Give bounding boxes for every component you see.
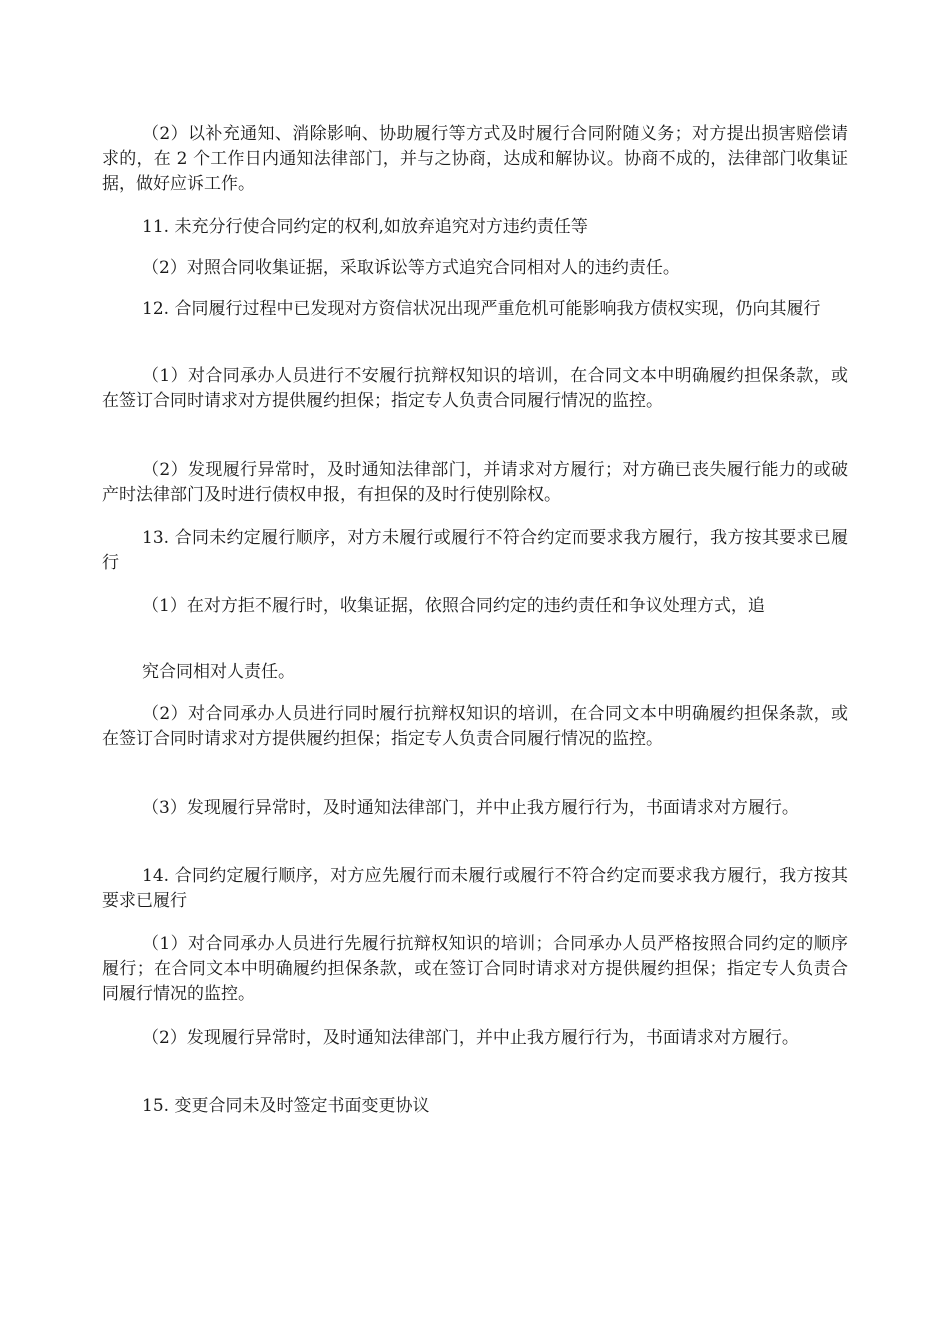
paragraph-item-14-1: （1）对合同承办人员进行先履行抗辩权知识的培训；合同承办人员严格按照合同约定的顺序履行；在合同文本中明确履约担保条款，或在签订合同时请求对方提供履约担保；指定专人负责合同履行情况的监控。 <box>102 934 848 1004</box>
paragraph-item-13-1-continued: 究合同相对人责任。 <box>142 662 295 682</box>
paragraph-heading-15: 15. 变更合同未及时签定书面变更协议 <box>142 1096 430 1116</box>
paragraph-item-14-2: （2）发现履行异常时，及时通知法律部门，并中止我方履行行为，书面请求对方履行。 <box>142 1028 799 1048</box>
paragraph-item-13-3: （3）发现履行异常时，及时通知法律部门，并中止我方履行行为，书面请求对方履行。 <box>142 798 799 818</box>
paragraph-item-13-2: （2）对合同承办人员进行同时履行抗辩权知识的培训，在合同文本中明确履约担保条款，或在签订合同时请求对方提供履约担保；指定专人负责合同履行情况的监控。 <box>102 704 848 749</box>
paragraph-item-12-1: （1）对合同承办人员进行不安履行抗辩权知识的培训，在合同文本中明确履约担保条款，或在签订合同时请求对方提供履约担保；指定专人负责合同履行情况的监控。 <box>102 366 848 411</box>
paragraph-heading-14: 14. 合同约定履行顺序，对方应先履行而未履行或履行不符合约定而要求我方履行，我方按其要求已履行 <box>102 866 848 911</box>
paragraph-heading-11: 11. 未充分行使合同约定的权利,如放弃追究对方违约责任等 <box>142 217 588 237</box>
paragraph-heading-13: 13. 合同未约定履行顺序，对方未履行或履行不符合约定而要求我方履行，我方按其要求已履行 <box>102 528 848 573</box>
paragraph-heading-12: 12. 合同履行过程中已发现对方资信状况出现严重危机可能影响我方债权实现，仍向其履行 <box>142 299 821 319</box>
paragraph-item-10-2: （2）以补充通知、消除影响、协助履行等方式及时履行合同附随义务；对方提出损害赔偿请求的，在 2 个工作日内通知法律部门，并与之协商，达成和解协议。协商不成的，法律部门收集证据，做好应诉工作。 <box>102 124 848 194</box>
paragraph-item-13-1: （1）在对方拒不履行时，收集证据，依照合同约定的违约责任和争议处理方式，追 <box>142 596 765 616</box>
paragraph-item-11-2: （2）对照合同收集证据，采取诉讼等方式追究合同相对人的违约责任。 <box>142 258 680 278</box>
paragraph-item-12-2: （2）发现履行异常时，及时通知法律部门，并请求对方履行；对方确已丧失履行能力的或破产时法律部门及时进行债权申报，有担保的及时行使别除权。 <box>102 460 848 505</box>
